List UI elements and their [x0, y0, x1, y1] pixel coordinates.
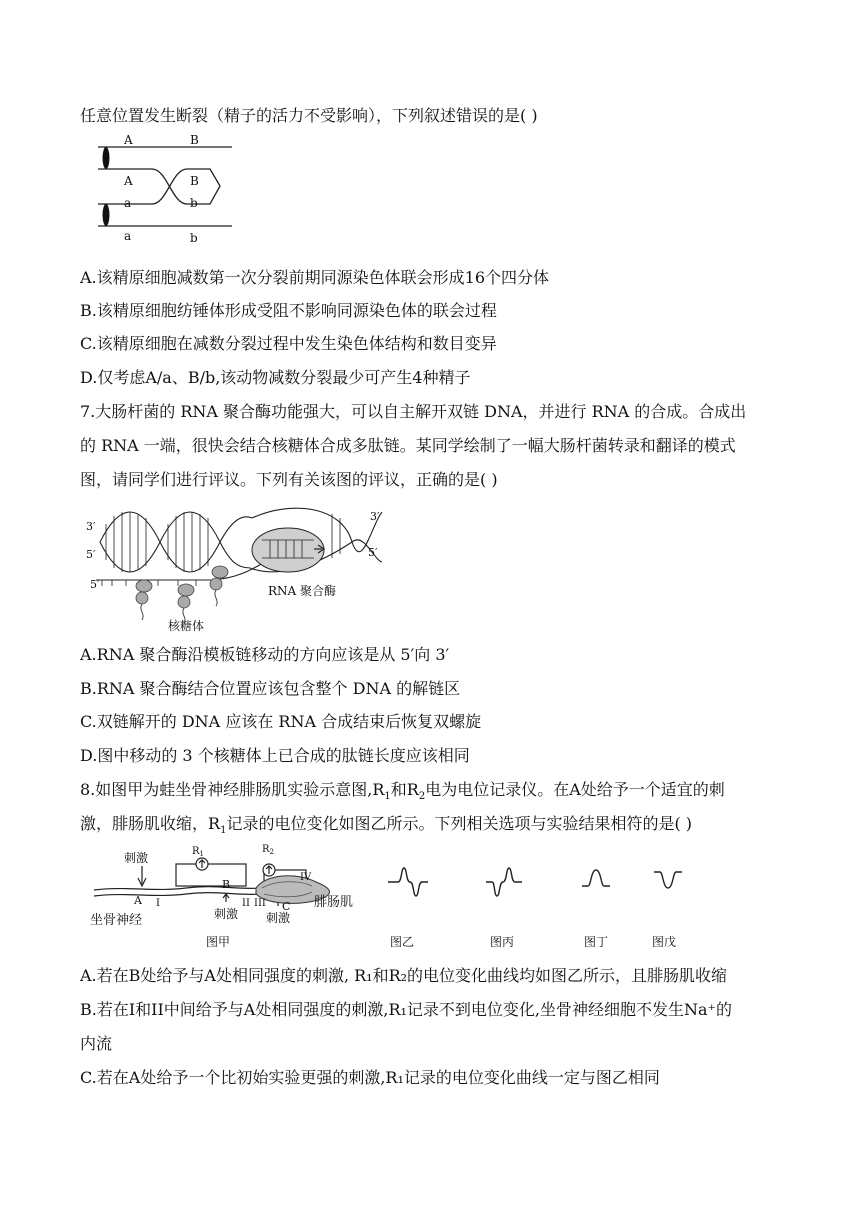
label-b-bottom: b: [190, 231, 198, 245]
label-gastrocnemius: 腓肠肌: [314, 895, 354, 910]
label-3prime-left-top: 3′: [86, 520, 96, 533]
q6-option-c: C.该精原细胞在减数分裂过程中发生染色体结构和数目变异: [80, 334, 497, 353]
label-a-bottom: a: [124, 229, 132, 243]
label-B: B: [190, 174, 199, 188]
label-fig-wu: 图戊: [652, 935, 677, 949]
q8-option-b-line-2: 内流: [80, 1034, 113, 1053]
label-5prime-mrna: 5′: [90, 578, 100, 591]
q7-option-d: D.图中移动的 3 个核糖体上已合成的肽链长度应该相同: [80, 746, 470, 765]
label-roman-4: IV: [300, 872, 312, 883]
label-3prime-right: 3′: [370, 510, 380, 523]
label-a: a: [124, 196, 132, 210]
q7-option-b: B.RNA 聚合酶结合位置应该包含整个 DNA 的解链区: [80, 679, 461, 698]
label-roman-1: I: [156, 898, 160, 909]
label-rna-polymerase: RNA 聚合酶: [268, 584, 337, 598]
q6-option-a: A.该精原细胞减数第一次分裂前期同源染色体联会形成16个四分体: [80, 268, 550, 287]
q7-stem-line-1: 7.大肠杆菌的 RNA 聚合酶功能强大，可以自主解开双链 DNA，并进行 RNA 的合成。合成出: [80, 402, 747, 421]
label-roman-2: II: [242, 898, 250, 909]
question-6-stem-tail: 任意位置发生断裂（精子的活力不受影响），下列叙述错误的是( ): [80, 106, 538, 125]
label-A: A: [124, 174, 133, 188]
label-stimulus-a: 刺激: [124, 851, 149, 865]
label-point-c: C: [282, 900, 291, 913]
label-ribosome: 核糖体: [168, 619, 205, 633]
label-stimulus-b: 刺激: [214, 907, 239, 921]
q8-stem-line-1: 8.如图甲为蛙坐骨神经腓肠肌实验示意图$,R_1$和$R_2$电为电位记录仪。在A处给予一个适宜的刺: [80, 780, 725, 803]
label-fig-ding: 图丁: [584, 935, 609, 949]
label-stimulus-c: 刺激: [266, 911, 291, 925]
nerve-muscle-figure: [86, 842, 686, 954]
label-point-b: B: [222, 878, 231, 891]
label-B-top: B: [190, 134, 199, 147]
label-fig-jia: 图甲: [206, 935, 231, 949]
q7-option-c: C.双链解开的 DNA 应该在 RNA 合成结束后恢复双螺旋: [80, 712, 482, 731]
label-A-top: A: [124, 134, 133, 147]
q6-option-b: B.该精原细胞纺锤体形成受阻不影响同源染色体的联会过程: [80, 301, 497, 320]
label-r2: $R_2$: [262, 844, 274, 856]
label-5prime-left: 5′: [86, 548, 96, 561]
transcription-figure: [82, 502, 392, 637]
label-5prime-right: 5′: [368, 546, 378, 559]
q8-option-b-line-1: B.若在I和II中间给予与A处相同强度的刺激,R₁记录不到电位变化,坐骨神经细胞不发生Na⁺的: [80, 1000, 732, 1019]
q6-option-d: D.仅考虑A/a、B/b,该动物减数分裂最少可产生4种精子: [80, 368, 471, 387]
label-r1: $R_1$: [192, 846, 204, 858]
label-roman-3: III: [254, 898, 266, 909]
label-sciatic-nerve: 坐骨神经: [90, 913, 143, 928]
q7-stem-line-2: 的 RNA 一端，很快会结合核糖体合成多肽链。某同学绘制了一幅大肠杆菌转录和翻译的模式: [80, 436, 736, 455]
label-fig-yi: 图乙: [390, 935, 415, 949]
q8-stem-line-2: 激，腓肠肌收缩，$R_1$记录的电位变化如图乙所示。下列相关选项与实验结果相符的是( ): [80, 814, 693, 837]
q7-stem-line-3: 图，请同学们进行评议。下列有关该图的评议，正确的是( ): [80, 470, 498, 489]
chromosome-figure: [92, 134, 242, 249]
label-fig-bing: 图丙: [490, 935, 515, 949]
label-b: b: [190, 196, 198, 210]
q8-option-c: C.若在A处给予一个比初始实验更强的刺激,R₁记录的电位变化曲线一定与图乙相同: [80, 1068, 660, 1087]
q8-option-a: A.若在B处给予与A处相同强度的刺激, R₁和R₂的电位变化曲线均如图乙所示，且腓肠肌收缩: [80, 966, 728, 985]
label-point-a: A: [134, 894, 142, 907]
q7-option-a: A.RNA 聚合酶沿模板链移动的方向应该是从 5′向 3′: [80, 645, 450, 664]
